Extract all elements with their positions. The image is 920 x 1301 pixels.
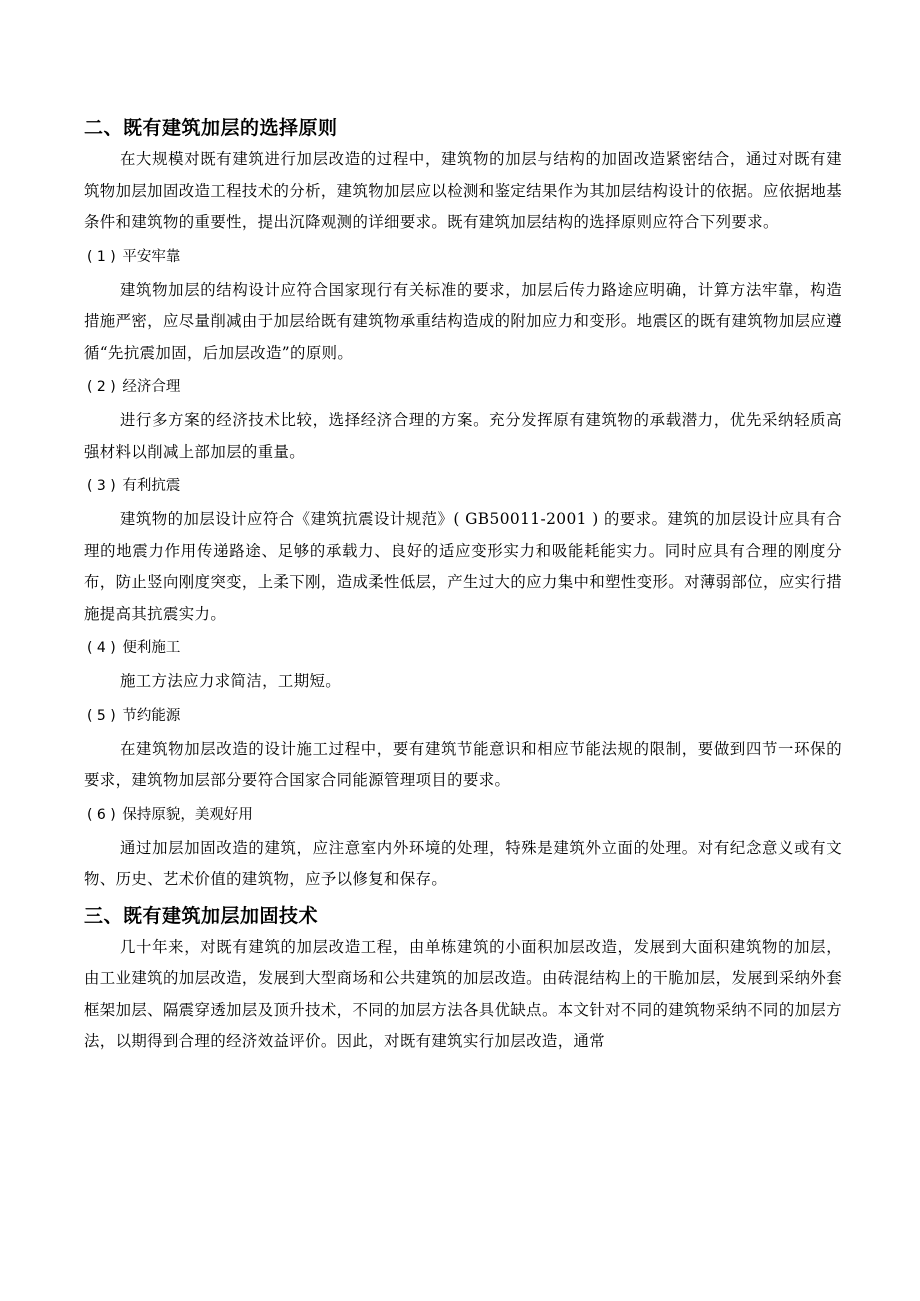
principle-title: 经济合理 xyxy=(122,379,181,395)
principle-heading-economy xyxy=(84,369,842,405)
principle-title: 节约能源 xyxy=(122,707,181,724)
principle-title: 便利施工 xyxy=(122,640,181,656)
principle-body-seismic: 建筑物的加层设计应符合《建筑抗震设计规范》( GB50011-2001 ) 的要求。建筑的加层设计应具有合理的地震力作用传递路途、足够的承载力、良好的适应变形实力和吸能耗能实力。同时应具有合理的刚度分布，防止竖向刚度突变，上柔下刚，造成柔性低层，产生过大的应力集中和塑性变形。对薄弱部位，应实行措施提高其抗震实力。 xyxy=(84,510,842,623)
section-intro-paragraph: 在大规模对既有建筑进行加层改造的过程中，建筑物的加层与结构的加固改造紧密结合，通过对既有建筑物加层加固改造工程技术的分析，建筑物加层应以检测和鉴定结果作为其加层结构设计的依据。应依据地基条件和建筑物的重要性，提出沉降观测的详细要求。既有建筑加层结构的选择原则应符合下列要求。 xyxy=(84,150,842,231)
principle-heading-energy xyxy=(84,698,842,734)
principle-number: ( 2 ) xyxy=(87,379,116,395)
principle-heading-appearance xyxy=(84,797,842,833)
principle-number: ( 1 ) xyxy=(87,248,116,265)
section-heading-reinforcement-techniques: 三、既有建筑加层加固技术 xyxy=(84,904,319,927)
principle-title: 保持原貌，美观好用 xyxy=(122,806,253,823)
principle-body-energy: 在建筑物加层改造的设计施工过程中，要有建筑节能意识和相应节能法规的限制，要做到四节一环保的要求，建筑物加层部分要符合国家合同能源管理项目的要求。 xyxy=(84,739,842,789)
principle-number: ( 4 ) xyxy=(87,640,116,656)
principle-title: 有利抗震 xyxy=(122,478,181,494)
principle-body-appearance: 通过加层加固改造的建筑，应注意室内外环境的处理，特殊是建筑外立面的处理。对有纪念意义或有文物、历史、艺术价值的建筑物，应予以修复和保存。 xyxy=(84,838,842,888)
document-content xyxy=(84,112,842,1058)
principle-number: ( 3 ) xyxy=(87,478,116,494)
section-heading-selection-principles: 二、既有建筑加层的选择原则 xyxy=(84,117,338,139)
principle-heading-seismic xyxy=(84,468,842,504)
principle-body-construction: 施工方法应力求简洁，工期短。 xyxy=(120,672,342,690)
principle-title: 平安牢靠 xyxy=(122,248,181,265)
section-intro-paragraph: 几十年来，对既有建筑的加层改造工程，由单栋建筑的小面积加层改造，发展到大面积建筑物的加层，由工业建筑的加层改造，发展到大型商场和公共建筑的加层改造。由砖混结构上的干脆加层，发展到采纳外套框架加层、隔震穿透加层及顶升技术，不同的加层方法各具优缺点。本文针对不同的建筑物采纳不同的加层方法，以期得到合理的经济效益评价。因此，对既有建筑实行加层改造，通常 xyxy=(84,937,842,1050)
principle-number: ( 5 ) xyxy=(87,707,116,724)
principle-body-economy: 进行多方案的经济技术比较，选择经济合理的方案。充分发挥原有建筑物的承载潜力，优先采纳轻质高强材料以削减上部加层的重量。 xyxy=(84,411,842,461)
principle-heading-safety xyxy=(84,239,842,275)
principle-heading-construction xyxy=(84,630,842,666)
principle-number: ( 6 ) xyxy=(87,806,116,823)
principle-body-safety: 建筑物加层的结构设计应符合国家现行有关标准的要求，加层后传力路途应明确，计算方法牢靠，构造措施严密，应尽量削减由于加层给既有建筑物承重结构造成的附加应力和变形。地震区的既有建筑物加层应遵循“先抗震加固，后加层改造”的原则。 xyxy=(84,280,842,362)
